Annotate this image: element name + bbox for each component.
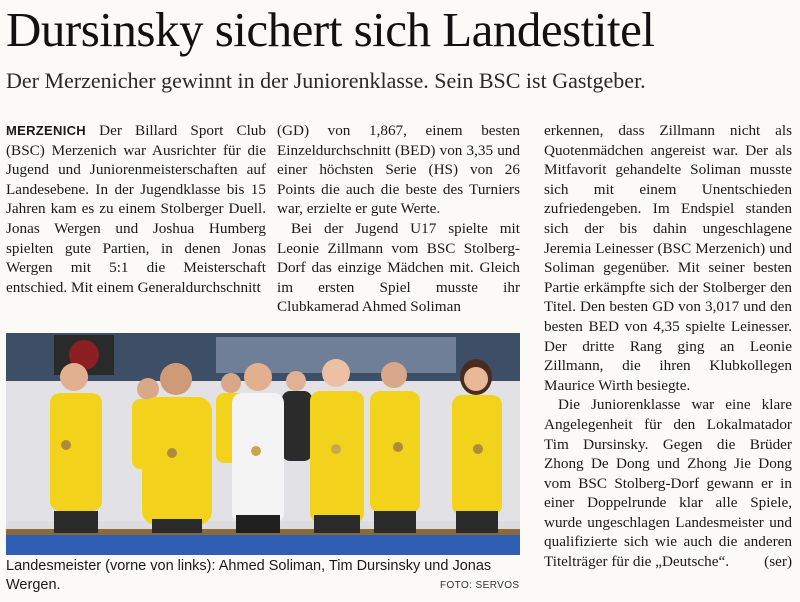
article-paragraph: (GD) von 1,867, einem besten Einzeldurchschnitt (BED) von 3,35 und einer höchsten Serie (HS) von 26 Points die auch die beste des Turniers war, erzielte er gute Werte.: [277, 122, 520, 218]
team-photo: [6, 333, 520, 555]
billiard-table: [6, 533, 520, 555]
paragraph-text: Der Billard Sport Club (BSC) Merzenich war Ausrichter für die Jugend und Juniorenmeisterschaften auf Landesebene. In der Jugendklasse bis 15 Jahren kam es zu einem Stolberger Duell. Jonas Wergen und Joshua Humberg spielten gute Partien, in denen Jonas Wergen mit 5:1 die Meisterschaft entschied. Mit einem Generaldurchschnitt: [6, 122, 266, 296]
photo-caption: Landesmeister (vorne von links): Ahmed Soliman, Tim Dursinsky und Jonas Wergen.: [6, 558, 492, 593]
article-paragraph: [6, 121, 266, 297]
paragraph-text: Die Juniorenklasse war eine klare Angelegenheit für den Lokalmatador Tim Dursinsky. Gegen die Brüder Zhong De Dong und Zhong Jie Dong vom BSC Stolberg-Dorf gewann er in einer Doppelrunde klar alle Spiele, wurde ungeschlagen Landesmeister und qualifizierte sich wie auch die anderen Titelträger für die „Deutsche“.: [544, 396, 792, 571]
headline: Dursinsky sichert sich Landestitel: [6, 2, 655, 57]
dateline: MERZENICH: [6, 123, 86, 138]
article-column-1: [6, 121, 266, 297]
article-column-3: [544, 121, 792, 572]
article-column-2: [277, 121, 520, 317]
article-paragraph: erkennen, dass Zillmann nicht als Quotenmädchen angereist war. Der als Mitfavorit gehandelte Soliman musste sich mit einem Unentschieden zufriedengeben. Im Endspiel standen sich der bis dahin ungeschlagene Jeremia Leinesser (BSC Merzenich) und Soliman gegenüber. Mit seiner besten Partie erkämpfte sich der Stolberger den Titel. Den besten GD von 3,017 und den besten BED von 4,35 spielte Leinesser. Der dritte Rang ging an Leonie Zillmann, die ihren Klubkollegen Maurice Wirth besiegte.: [544, 122, 792, 394]
subheadline: Der Merzenicher gewinnt in der Juniorenklasse. Sein BSC ist Gastgeber.: [6, 68, 646, 93]
article-paragraph: Bei der Jugend U17 spielte mit Leonie Zillmann vom BSC Stolberg-Dorf das einzige Mädchen mit. Gleich im ersten Spiel musste ihr Clubkamerad Ahmed Soliman: [277, 219, 520, 316]
photo-credit: FOTO: SERVOS: [440, 580, 520, 591]
team-photo-illustration: [6, 333, 520, 555]
author-byline: (ser): [764, 553, 792, 571]
article-paragraph: [544, 395, 792, 571]
